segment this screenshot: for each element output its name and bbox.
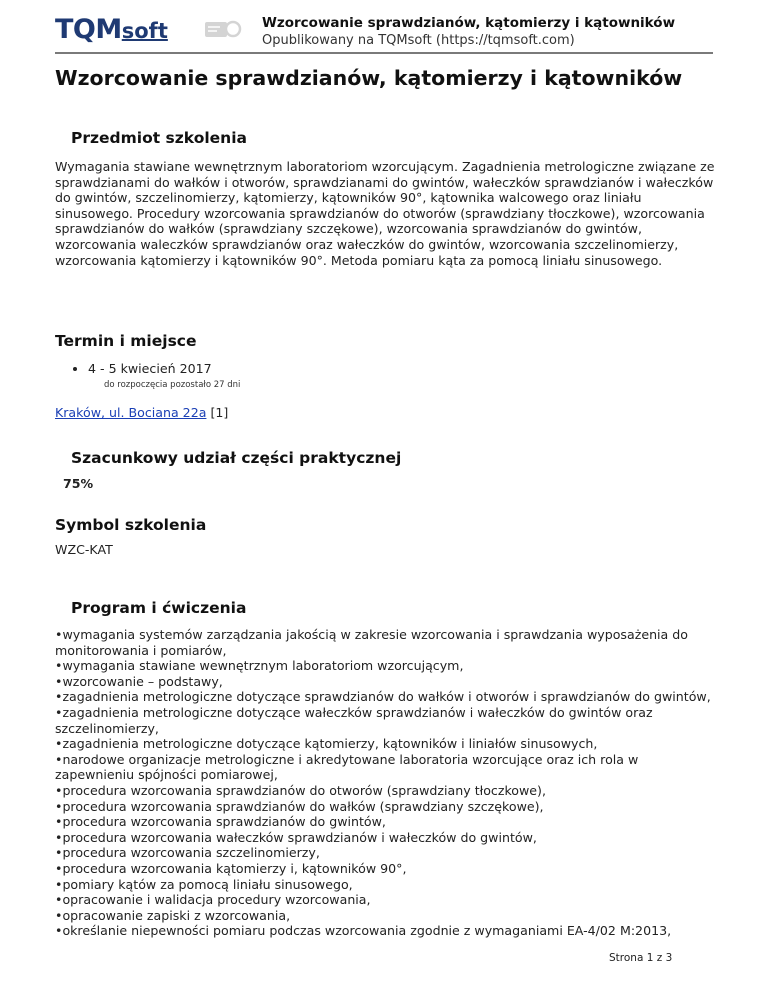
practical-heading: Szacunkowy udział części praktycznej bbox=[71, 449, 402, 467]
practical-value: 75% bbox=[63, 476, 94, 491]
program-item: • opracowanie i walidacja procedury wzorcowania, bbox=[55, 892, 720, 908]
location-link[interactable]: Kraków, ul. Bociana 22a bbox=[55, 405, 207, 420]
subject-heading: Przedmiot szkolenia bbox=[71, 129, 247, 147]
page-title: Wzorcowanie sprawdzianów, kątomierzy i kątowników bbox=[55, 66, 683, 90]
location bbox=[55, 405, 228, 421]
location-ref: [1] bbox=[206, 405, 229, 420]
certificate-icon bbox=[203, 18, 243, 40]
subject-text: Wymagania stawiane wewnętrznym laboratoriom wzorcującym. Zagadnienia metrologiczne związane ze sprawdzianami do wałków i otworów, sprawdzianami do gwintów, wałeczków sprawdzianów i wałeczków do gwintów, szczelinomierzy, kątomierzy, kątowników 90°, kątownika walcowego oraz liniału sinusowego. Procedury wzorcowania sprawdzianów do otworów (sprawdziany tłoczkowe), wzorcowania sprawdzianów do wałków (sprawdziany szczękowe), wzorcowania sprawdzianów do gwintów, wzorcowania waleczków sprawdzianów oraz wałeczków do gwintów, wzorcowania szczelinomierzy, wzorcowania kątomierzy i kątowników 90°. Metoda pomiaru kąta za pomocą liniału sinusowego. bbox=[55, 159, 715, 268]
program-item: • wymagania stawiane wewnętrznym laboratoriom wzorcującym, bbox=[55, 658, 720, 674]
program-item: • procedura wzorcowania sprawdzianów do wałków (sprawdziany szczękowe), bbox=[55, 799, 720, 815]
tqmsoft-logo bbox=[55, 16, 168, 47]
logo-main-text: TQM bbox=[55, 14, 122, 45]
header-title: Wzorcowanie sprawdzianów, kątomierzy i kątowników bbox=[262, 15, 676, 31]
program-item: • procedura wzorcowania wałeczków sprawdzianów i wałeczków do gwintów, bbox=[55, 830, 720, 846]
program-item: • procedura wzorcowania kątomierzy i, kątowników 90°, bbox=[55, 861, 720, 877]
term-list bbox=[72, 361, 212, 377]
program-item: • zagadnienia metrologiczne dotyczące wałeczków sprawdzianów i wałeczków do gwintów oraz szczelinomierzy, bbox=[55, 705, 720, 736]
symbol-value: WZC-KAT bbox=[55, 542, 113, 557]
term-countdown: do rozpoczęcia pozostało 27 dni bbox=[104, 380, 241, 390]
logo-sub-text: soft bbox=[121, 19, 168, 43]
program-item: • wymagania systemów zarządzania jakością w zakresie wzorcowania i sprawdzania wyposażenia do monitorowania i pomiarów, bbox=[55, 627, 720, 658]
program-item: • zagadnienia metrologiczne dotyczące sprawdzianów do wałków i otworów i sprawdzianów do gwintów, bbox=[55, 689, 720, 705]
program-heading: Program i ćwiczenia bbox=[71, 599, 247, 617]
program-item: • określanie niepewności pomiaru podczas wzorcowania zgodnie z wymaganiami EA-4/02 M:2013, bbox=[55, 923, 720, 939]
symbol-heading: Symbol szkolenia bbox=[55, 516, 207, 534]
header-divider bbox=[55, 52, 713, 54]
program-item: • narodowe organizacje metrologiczne i akredytowane laboratoria wzorcujące oraz ich rola w zapewnieniu spójności pomiarowej, bbox=[55, 752, 720, 783]
page-header bbox=[55, 12, 713, 52]
program-item: • procedura wzorcowania sprawdzianów do gwintów, bbox=[55, 814, 720, 830]
program-item: • wzorcowanie – podstawy, bbox=[55, 674, 720, 690]
program-item: • pomiary kątów za pomocą liniału sinusowego, bbox=[55, 877, 720, 893]
program-item: • zagadnienia metrologiczne dotyczące kątomierzy, kątowników i liniałów sinusowych, bbox=[55, 736, 720, 752]
program-item: • procedura wzorcowania sprawdzianów do otworów (sprawdziany tłoczkowe), bbox=[55, 783, 720, 799]
page-number: Strona 1 z 3 bbox=[609, 952, 673, 964]
header-text bbox=[262, 14, 698, 50]
header-published: Opublikowany na TQMsoft (https://tqmsoft.com) bbox=[262, 33, 575, 48]
term-date: • 4 - 5 kwiecień 2017 bbox=[88, 361, 212, 377]
program-list bbox=[55, 627, 720, 939]
program-item: • procedura wzorcowania szczelinomierzy, bbox=[55, 845, 720, 861]
program-item: • opracowanie zapiski z wzorcowania, bbox=[55, 908, 720, 924]
term-heading: Termin i miejsce bbox=[55, 332, 197, 350]
